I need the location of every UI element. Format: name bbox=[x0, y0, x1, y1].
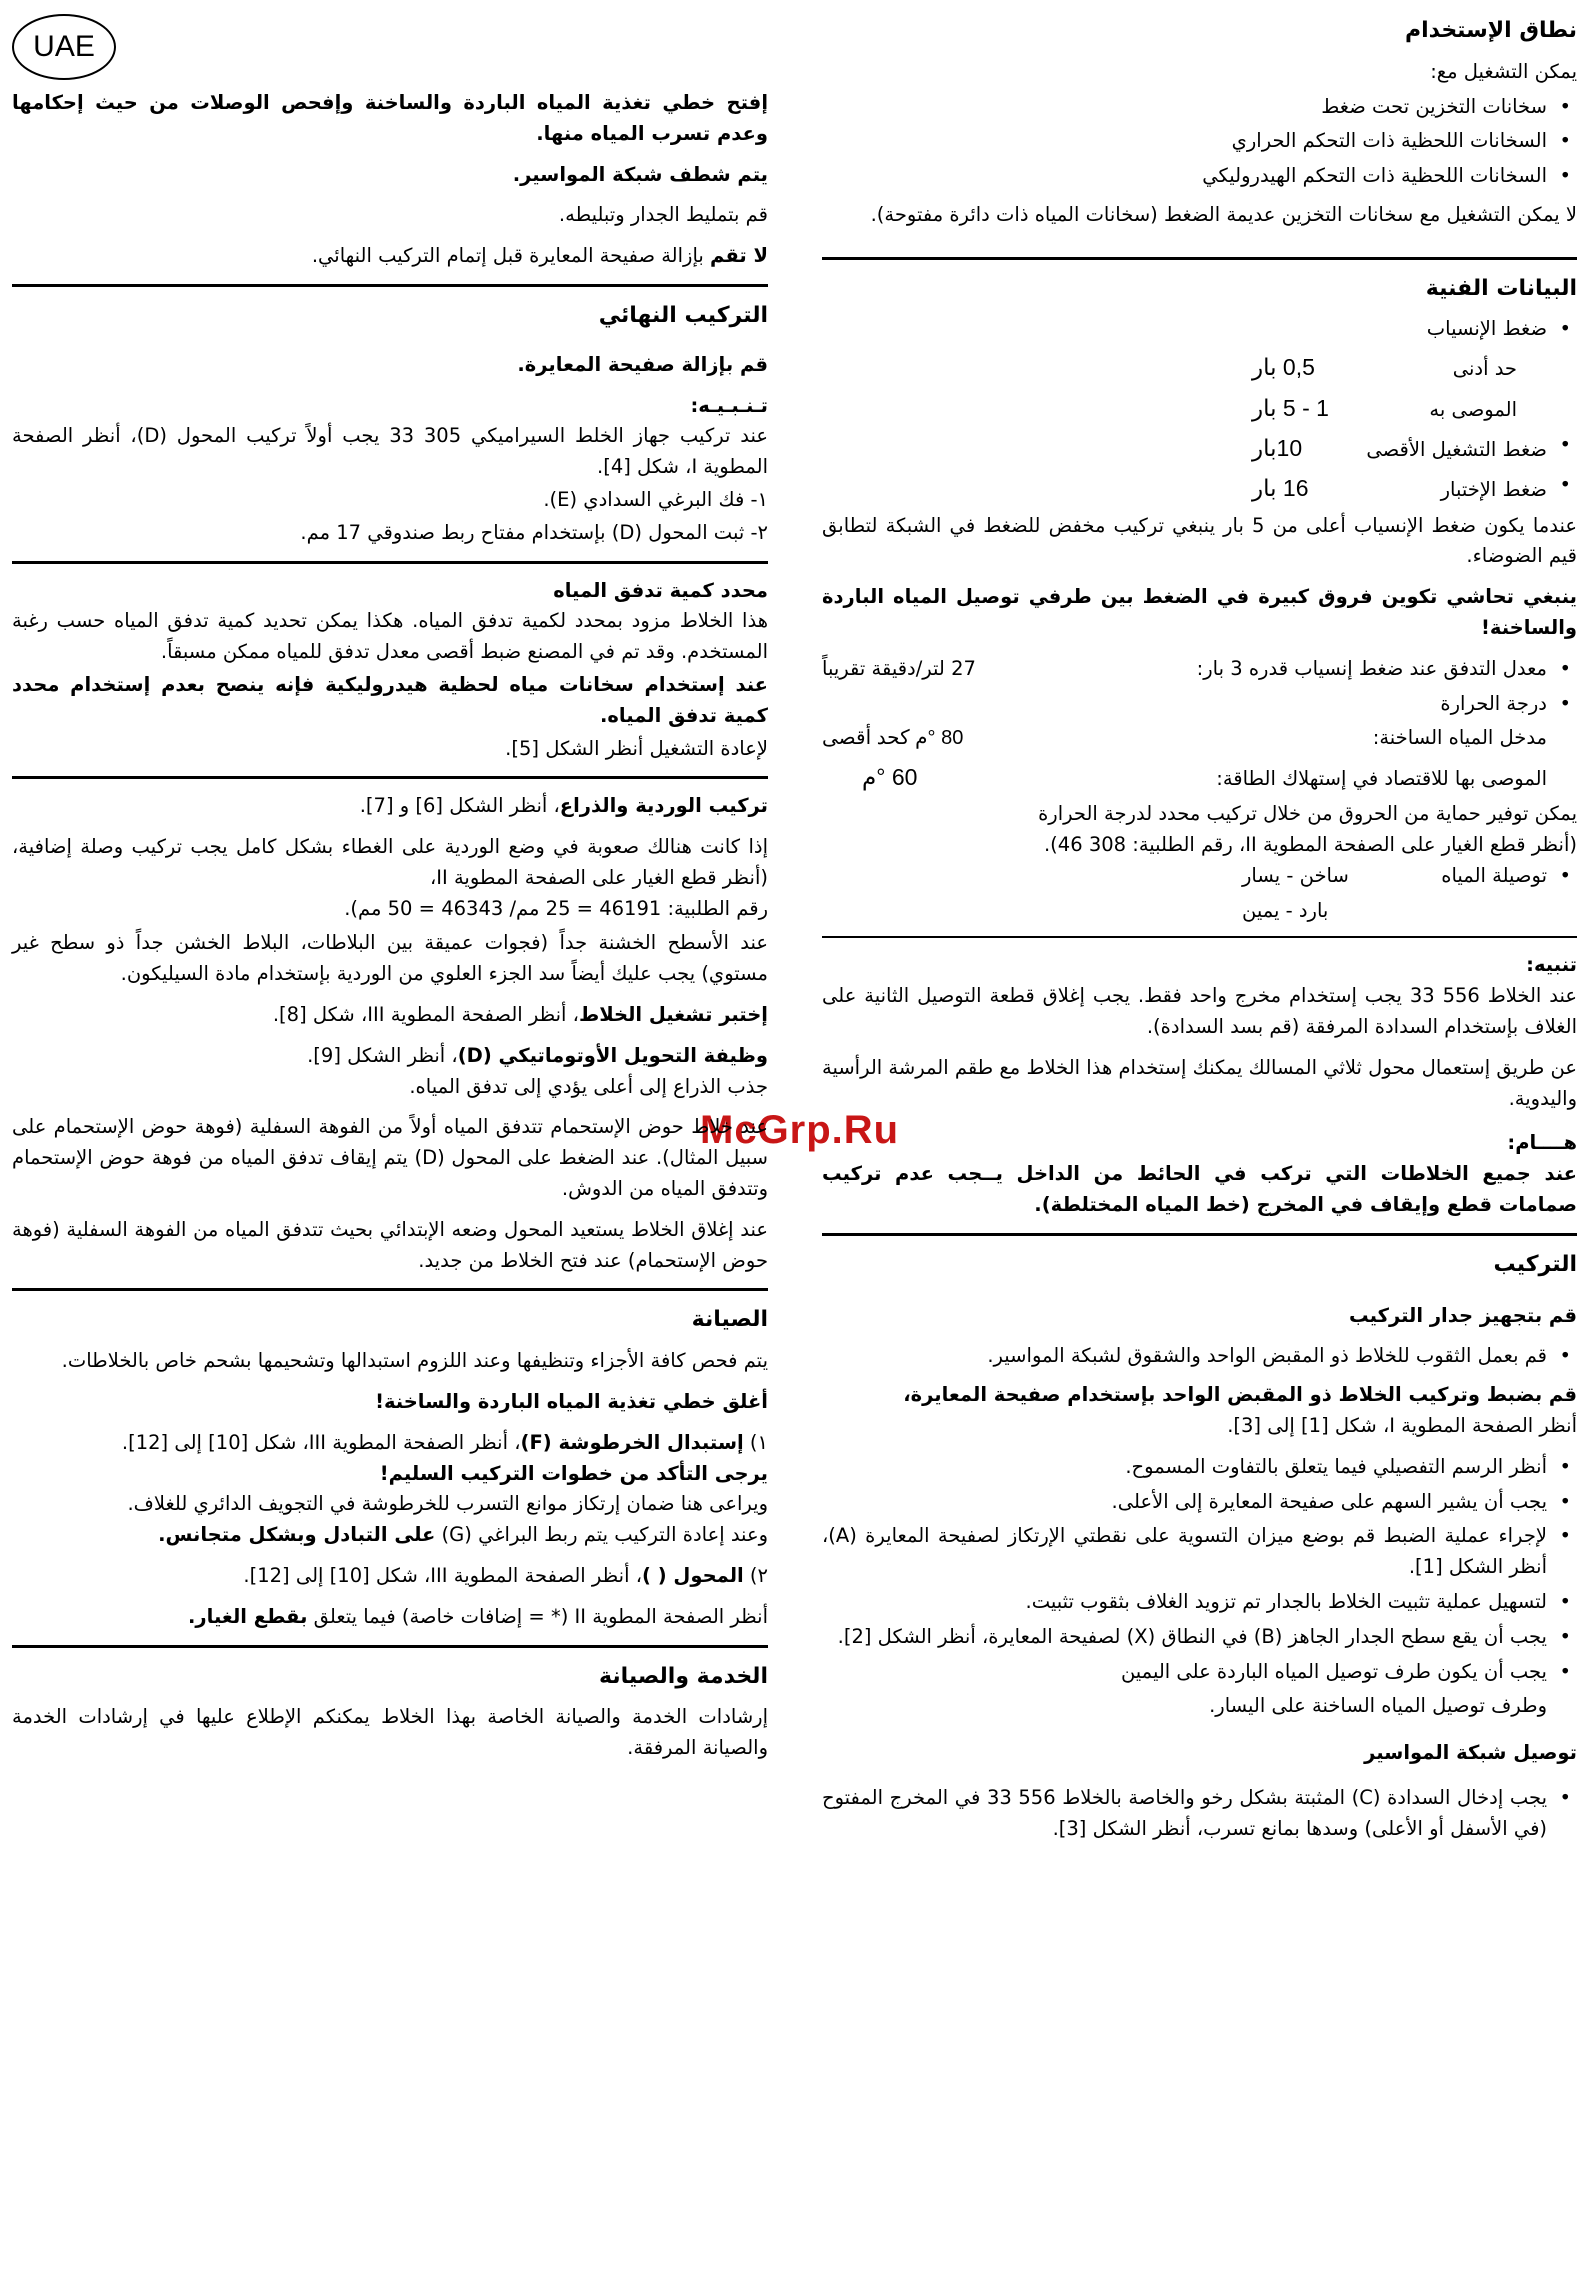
maint-text: وعند إعادة التركيب يتم ربط البراغي (G) bbox=[435, 1523, 768, 1547]
divider bbox=[822, 257, 1577, 260]
diverter-rest: ، أنظر الشكل [9]. bbox=[307, 1043, 458, 1067]
watermark: McGrp.Ru bbox=[700, 1108, 900, 1152]
maint-para: ويراعى هنا ضمان إرتكاز موانع التسرب للخرطوشة في التجويف الدائري للغلاف. bbox=[127, 1492, 768, 1516]
maint-num: ١) bbox=[743, 1430, 768, 1454]
list-item: • ضغط الإنسياب bbox=[822, 314, 1577, 345]
tech-row-cold bbox=[1242, 896, 1577, 927]
test-rest: ، أنظر الصفحة المطوية III، شكل [8]. bbox=[272, 1003, 579, 1027]
rosette-title bbox=[12, 791, 768, 822]
list-item: • لتسهيل عملية تثبيت الخلاط بالجدار تم تزويد الغلاف بثقوب تثبيت. bbox=[822, 1587, 1577, 1618]
maint-rest: ، أنظر الصفحة المطوية III، شكل [10] إلى [12]. bbox=[121, 1430, 521, 1454]
list-item: • سخانات التخزين تحت ضغط bbox=[822, 92, 1577, 123]
diverter-para: عند إغلاق الخلاط يستعيد المحول وضعه الإبتدائي بحيث تتدفق المياه من الفوهة السفلية (فوهة حوض الإستحمام) عند فتح الخلاط من جديد. bbox=[12, 1217, 768, 1272]
final-title: التركيب النهائي bbox=[598, 302, 768, 328]
country-badge: UAE bbox=[12, 14, 116, 80]
test-bold: إختبر تشغيل الخلاط bbox=[578, 1003, 768, 1027]
test-para bbox=[12, 1000, 768, 1031]
rosette-para bbox=[12, 832, 768, 924]
list-item: • درجة الحرارة bbox=[822, 689, 1577, 720]
tech-value: 1 - 5 بار bbox=[1252, 394, 1329, 421]
final-remove: قم بإزالة صفيحة المعايرة. bbox=[517, 352, 768, 376]
maint-bold: المحول ( ) bbox=[642, 1563, 744, 1587]
divider bbox=[12, 1288, 768, 1291]
diverter-para: عند خلاط حوض الإستحمام تتدفق المياه أولاً من الفوهة السفلية (فوهة حوض الإستحمام على سبيل المثال). عند الضغط على المحول (D) يتم إيقاف تدفق المياه من فوهة حوض الإستحمام وتتدفق المياه من الدوش. bbox=[12, 1115, 768, 1201]
tech-value: 80 °م كحد أقصى bbox=[822, 727, 964, 750]
tech-label: • توصيلة المياه bbox=[1441, 863, 1547, 887]
divider bbox=[12, 284, 768, 287]
adjust-title: قم بضبط وتركيب الخلاط ذو المقبض الواحد بإستخدام صفيحة المعايرة، bbox=[903, 1383, 1577, 1407]
maint-note: يرجى التأكد من خطوات التركيب السليم! bbox=[379, 1461, 768, 1485]
final-note-title: تـنـبـيـه: bbox=[690, 393, 768, 417]
spare-bold: بقطع الغيار. bbox=[188, 1604, 308, 1628]
list-item: • يجب أن يشير السهم على صفيحة المعايرة إلى الأعلى. bbox=[822, 1487, 1577, 1518]
adjust-list bbox=[822, 1452, 1577, 1688]
maint-rest: ، أنظر الصفحة المطوية III، شكل [10] إلى [12]. bbox=[243, 1563, 643, 1587]
tech-list-2 bbox=[822, 430, 1577, 507]
open-para: إفتح خطي تغذية المياه الباردة والساخنة وإفحص الوصلات من حيث إحكامها وعدم تسرب المياه منها. bbox=[12, 91, 768, 145]
tech-list bbox=[822, 314, 1577, 345]
tech-row-hot bbox=[822, 723, 1577, 755]
list-item: • قم بعمل الثقوب للخلاط ذو المقبض الواحد والشقوق لشبكة المواسير. bbox=[822, 1341, 1577, 1372]
divider bbox=[12, 1645, 768, 1648]
dont-bold: لا تقم bbox=[710, 244, 768, 268]
tech-value: 16 بار bbox=[1252, 475, 1309, 502]
list-item: • يجب أن يقع سطح الجدار الجاهز (B) في النطاق (X) لصفيحة المعايرة، أنظر الشكل [2]. bbox=[822, 1622, 1577, 1653]
tech-label: الموصى بها للاقتصاد في إستهلاك الطاقة: bbox=[1216, 766, 1547, 790]
tech-row-rec bbox=[822, 390, 1577, 426]
caution-para: عند الخلاط 556 33 يجب إستخدام مخرج واحد فقط. يجب إغلاق قطعة التوصيل الثانية على الغلاف بإستخدام السدادة المرفقة (قم بسد السدادة). bbox=[822, 984, 1577, 1039]
rosette-title-rest: ، أنظر الشكل [6] و [7]. bbox=[359, 794, 560, 818]
rosette-para: عند الأسطح الخشنة جداً (فجوات عميقة بين البلاطات، البلاط الخشن جداً ذو سطح غير مستوي) يجب عليك أيضاً سد الجزء العلوي من الوردية بإستخدام مادة السيليكون. bbox=[12, 931, 768, 986]
diverter-para: جذب الذراع إلى أعلى يؤدي إلى تدفق المياه. bbox=[409, 1074, 768, 1098]
list-item: • لإجراء عملية الضبط قم بوضع ميزان التسوية على نقطتي الإرتكاز لصفيحة المعايرة (A)، أنظر الشكل [1]. bbox=[822, 1521, 1577, 1583]
pipe-list bbox=[822, 1783, 1577, 1845]
tech-row-saving bbox=[822, 759, 1577, 795]
final-step: ١- فك البرغي السدادي (E). bbox=[543, 487, 768, 511]
list-item: • يجب أن يكون طرف توصيل المياه الباردة على اليمين bbox=[822, 1657, 1577, 1688]
tech-label: الموصى به bbox=[1429, 397, 1517, 421]
maint-para: يتم فحص كافة الأجزاء وتنظيفها وعند اللزوم استبدالها وتشحيمها بشحم خاص بالخلاطات. bbox=[61, 1349, 768, 1373]
scald-ref: (أنظر قطع الغيار على الصفحة المطوية II، رقم الطلبية: 308 46). bbox=[1043, 833, 1577, 857]
dont-rest: بإزالة صفيحة المعايرة قبل إتمام التركيب النهائي. bbox=[311, 244, 711, 268]
tech-value: 0,5 بار bbox=[1252, 354, 1315, 381]
scope-list bbox=[822, 92, 1577, 192]
tech-para bbox=[822, 799, 1577, 861]
maint-item-2 bbox=[12, 1561, 768, 1592]
flush-para: يتم شطف شبكة المواسير. bbox=[512, 162, 768, 186]
list-item bbox=[822, 654, 1577, 685]
scald-text: يمكن توفير حماية من الحروق من خلال تركيب محدد لدرجة الحرارة bbox=[1038, 802, 1577, 826]
divider bbox=[822, 1233, 1577, 1236]
tech-value: 10بار bbox=[1252, 434, 1303, 461]
tech-value: 27 لتر/دقيقة تقريباً bbox=[822, 656, 976, 680]
divider bbox=[12, 561, 768, 564]
important-text: عند جميع الخلاطات التي تركب في الحائط من الداخل يــجب عدم تركيب صمامات قطع وإيقاف في المخرج (خط المياه المختلطة). bbox=[822, 1162, 1577, 1217]
plaster-para: قم بتمليط الجدار وتبليطه. bbox=[558, 203, 768, 227]
list-item: • يجب إدخال السدادة (C) المثبتة بشكل رخو والخاصة بالخلاط 556 33 في المخرج المفتوح (في الأسفل أو الأعلى) وسدها بمانع تسرب، أنظر الشكل [3]. bbox=[822, 1783, 1577, 1845]
tech-label: • ضغط التشغيل الأقصى bbox=[1366, 437, 1547, 461]
limiter-para: لإعادة التشغيل أنظر الشكل [5]. bbox=[505, 736, 768, 760]
scope-note: لا يمكن التشغيل مع سخانات التخزين عديمة الضغط (سخانات المياه ذات دائرة مفتوحة). bbox=[870, 202, 1577, 226]
rosette-order: رقم الطلبية: 46191 = 25 مم/ 46343 = 50 مم). bbox=[344, 896, 768, 920]
maint-item-1 bbox=[12, 1428, 768, 1459]
maint-para bbox=[12, 1520, 768, 1551]
tech-label: حد أدنى bbox=[1452, 357, 1517, 381]
caution-para: عن طريق إستعمال محول ثلاثي المسالك يمكنك إستخدام هذا الخلاط مع طقم المرشة الرأسية واليدوية. bbox=[822, 1055, 1577, 1110]
diverter-para bbox=[12, 1041, 768, 1072]
tech-para: عندما يكون ضغط الإنسياب أعلى من 5 بار ينبغي تركيب مخفض للضغط في الشبكة لتطابق قيم الضوضاء. bbox=[822, 513, 1577, 568]
service-title: الخدمة والصيانة bbox=[599, 1663, 768, 1689]
maint-num: ٢) bbox=[743, 1563, 768, 1587]
tech-title: البيانات الفنية bbox=[1425, 275, 1577, 301]
list-item bbox=[822, 861, 1577, 892]
maint-title: الصيانة bbox=[691, 1307, 768, 1333]
rosette-text: إذا كانت هنالك صعوبة في وضع الوردية على الغطاء بشكل كامل يجب تركيب وصلة إضافية، (أنظر قطع الغيار على الصفحة المطوية II، bbox=[12, 835, 768, 889]
right-column bbox=[822, 10, 1577, 1853]
adjust-ref: أنظر الصفحة المطوية I، شكل [1] إلى [3]. bbox=[1227, 1414, 1577, 1437]
final-note-text: عند تركيب جهاز الخلط السيراميكي 305 33 يجب أولاً تركيب المحول (D)، أنظر الصفحة المطوية I، شكل [4]. bbox=[12, 424, 768, 479]
tech-value: ساخن - يسار bbox=[1242, 863, 1349, 887]
adjust-tail: وطرف توصيل المياه الساخنة على اليسار. bbox=[1209, 1694, 1547, 1718]
rosette-title-bold: تركيب الوردية والذراع bbox=[559, 794, 768, 818]
wall-list bbox=[822, 1341, 1577, 1372]
limiter-para: عند إستخدام سخانات مياه لحظية هيدروليكية فإنه ينصح بعدم إستخدام محدد كمية تدفق المياه. bbox=[12, 672, 768, 727]
tech-list-4 bbox=[822, 861, 1577, 892]
tech-value: 60 °م bbox=[862, 763, 918, 790]
important-title: هــــام: bbox=[1507, 1131, 1577, 1155]
wall-title: قم بتجهيز جدار التركيب bbox=[1349, 1303, 1577, 1327]
tech-label: مدخل المياه الساخنة: bbox=[1372, 726, 1547, 750]
pipe-title: توصيل شبكة المواسير bbox=[1364, 1741, 1577, 1765]
scope-title: نطاق الإستخدام bbox=[1404, 18, 1577, 43]
limiter-title: محدد كمية تدفق المياه bbox=[553, 578, 768, 602]
maint-close: أغلق خطي تغذية المياه الباردة والساخنة! bbox=[375, 1390, 768, 1413]
tech-row-min bbox=[822, 349, 1577, 385]
limiter-para: هذا الخلاط مزود بمحدد لكمية تدفق المياه. هكذا يمكن تحديد كمية تدفق المياه حسب رغبة المستخدم. وقد تم في المصنع ضبط أقصى معدل تدفق للمياه ممكن مسبقاً. bbox=[12, 609, 768, 664]
install-title: التركيب bbox=[1493, 1251, 1577, 1277]
spare-para bbox=[12, 1602, 768, 1633]
maint-bold: على التبادل وبشكل متجانس. bbox=[158, 1523, 436, 1547]
final-step: ٢- ثبت المحول (D) بإستخدام مفتاح ربط صندوقي 17 مم. bbox=[300, 520, 768, 544]
left-column bbox=[12, 88, 768, 1774]
list-item bbox=[822, 470, 1577, 506]
list-item: • السخانات اللحظية ذات التحكم الهيدروليكي bbox=[822, 161, 1577, 192]
scope-intro: يمكن التشغيل مع: bbox=[1430, 59, 1577, 83]
maint-bold: إستبدال الخرطوشة (F) bbox=[520, 1430, 744, 1454]
divider bbox=[12, 776, 768, 779]
service-para: إرشادات الخدمة والصيانة الخاصة بهذا الخلاط يمكنكم الإطلاع عليها في إرشادات الخدمة والصيانة المرفقة. bbox=[12, 1705, 768, 1760]
dont-para bbox=[12, 241, 768, 272]
list-item: • أنظر الرسم التفصيلي فيما يتعلق بالتفاوت المسموح. bbox=[822, 1452, 1577, 1483]
tech-label: • ضغط الإختبار bbox=[1440, 478, 1547, 502]
diverter-bold: وظيفة التحويل الأوتوماتيكي (D) bbox=[457, 1043, 768, 1067]
list-item bbox=[822, 430, 1577, 466]
tech-list-3 bbox=[822, 654, 1577, 720]
spare-text: أنظر الصفحة المطوية II (* = إضافات خاصة) فيما يتعلق bbox=[307, 1604, 768, 1628]
tech-value: بارد - يمين bbox=[1242, 898, 1329, 922]
tech-label: • معدل التدفق عند ضغط إنسياب قدره 3 بار: bbox=[1196, 656, 1547, 680]
tech-para: ينبغي تحاشي تكوين فروق كبيرة في الضغط بين طرفي توصيل المياه الباردة والساخنة! bbox=[822, 585, 1577, 639]
list-item: • السخانات اللحظية ذات التحكم الحراري bbox=[822, 126, 1577, 157]
divider bbox=[822, 936, 1577, 938]
caution-title: تنبيه: bbox=[1526, 953, 1577, 977]
